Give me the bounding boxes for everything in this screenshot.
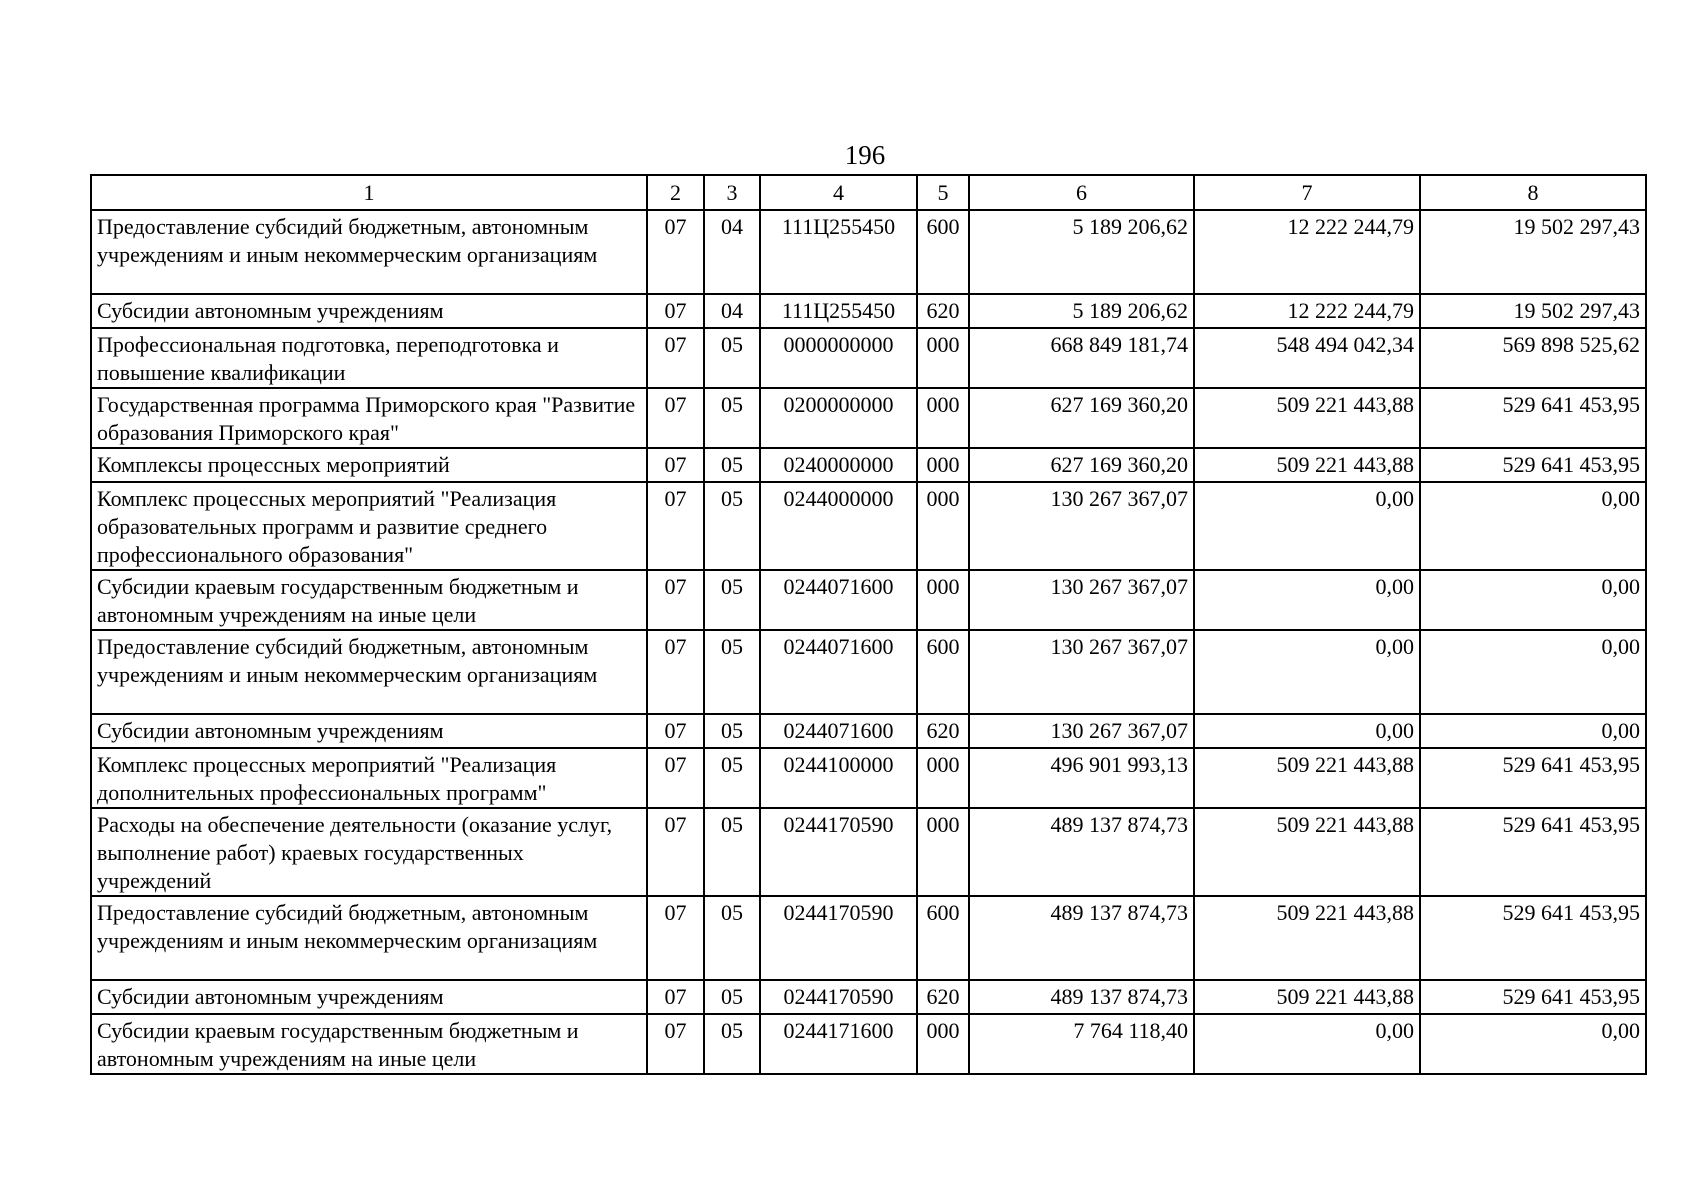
section-code-cell: 07 bbox=[647, 714, 704, 748]
section-code-cell: 07 bbox=[647, 570, 704, 630]
table-row bbox=[91, 482, 1646, 570]
row-name-cell: Предоставление субсидий бюджетным, автономным учреждениям и иным некоммерческим организациям bbox=[91, 630, 647, 714]
row-name-cell: Предоставление субсидий бюджетным, автономным учреждениям и иным некоммерческим организациям bbox=[91, 210, 647, 294]
target-article-cell: 0244071600 bbox=[760, 570, 917, 630]
subsection-code-cell: 05 bbox=[704, 482, 760, 570]
table-row bbox=[91, 388, 1646, 448]
table-row bbox=[91, 448, 1646, 482]
amount-col8-cell: 569 898 525,62 bbox=[1420, 328, 1646, 388]
section-code-cell: 07 bbox=[647, 210, 704, 294]
amount-col7-cell: 0,00 bbox=[1194, 714, 1420, 748]
table-row bbox=[91, 210, 1646, 294]
amount-col8-cell: 529 641 453,95 bbox=[1420, 980, 1646, 1014]
amount-col8-cell: 0,00 bbox=[1420, 630, 1646, 714]
page-number: 196 bbox=[844, 140, 886, 170]
target-article-cell: 0244071600 bbox=[760, 630, 917, 714]
amount-col6-cell: 627 169 360,20 bbox=[969, 448, 1194, 482]
expense-type-cell: 600 bbox=[917, 630, 969, 714]
amount-col8-cell: 529 641 453,95 bbox=[1420, 808, 1646, 896]
amount-col7-cell: 509 221 443,88 bbox=[1194, 448, 1420, 482]
row-name-cell: Субсидии автономным учреждениям bbox=[91, 714, 647, 748]
row-name-cell: Профессиональная подготовка, переподготовка и повышение квалификации bbox=[91, 328, 647, 388]
amount-col6-cell: 5 189 206,62 bbox=[969, 210, 1194, 294]
target-article-cell: 0244000000 bbox=[760, 482, 917, 570]
table-row bbox=[91, 1014, 1646, 1074]
section-code-cell: 07 bbox=[647, 388, 704, 448]
amount-col8-cell: 0,00 bbox=[1420, 570, 1646, 630]
subsection-code-cell: 05 bbox=[704, 896, 760, 980]
row-name-cell: Субсидии краевым государственным бюджетным и автономным учреждениям на иные цели bbox=[91, 570, 647, 630]
section-code-cell: 07 bbox=[647, 294, 704, 328]
subsection-code-cell: 05 bbox=[704, 388, 760, 448]
column-header: 5 bbox=[917, 175, 969, 210]
amount-col6-cell: 130 267 367,07 bbox=[969, 714, 1194, 748]
expense-type-cell: 000 bbox=[917, 388, 969, 448]
section-code-cell: 07 bbox=[647, 896, 704, 980]
amount-col8-cell: 529 641 453,95 bbox=[1420, 896, 1646, 980]
target-article-cell: 0244171600 bbox=[760, 1014, 917, 1074]
expense-type-cell: 000 bbox=[917, 570, 969, 630]
expense-type-cell: 000 bbox=[917, 808, 969, 896]
subsection-code-cell: 05 bbox=[704, 630, 760, 714]
amount-col6-cell: 5 189 206,62 bbox=[969, 294, 1194, 328]
amount-col8-cell: 529 641 453,95 bbox=[1420, 388, 1646, 448]
subsection-code-cell: 05 bbox=[704, 1014, 760, 1074]
amount-col7-cell: 509 221 443,88 bbox=[1194, 748, 1420, 808]
table-row bbox=[91, 808, 1646, 896]
amount-col8-cell: 0,00 bbox=[1420, 714, 1646, 748]
amount-col8-cell: 0,00 bbox=[1420, 482, 1646, 570]
column-header: 7 bbox=[1194, 175, 1420, 210]
amount-col6-cell: 489 137 874,73 bbox=[969, 808, 1194, 896]
row-name-cell: Государственная программа Приморского края "Развитие образования Приморского края" bbox=[91, 388, 647, 448]
amount-col6-cell: 668 849 181,74 bbox=[969, 328, 1194, 388]
amount-col7-cell: 509 221 443,88 bbox=[1194, 388, 1420, 448]
amount-col6-cell: 130 267 367,07 bbox=[969, 570, 1194, 630]
row-name-cell: Субсидии автономным учреждениям bbox=[91, 980, 647, 1014]
subsection-code-cell: 05 bbox=[704, 570, 760, 630]
expense-type-cell: 620 bbox=[917, 294, 969, 328]
expense-type-cell: 000 bbox=[917, 1014, 969, 1074]
table-row bbox=[91, 294, 1646, 328]
target-article-cell: 0200000000 bbox=[760, 388, 917, 448]
section-code-cell: 07 bbox=[647, 980, 704, 1014]
target-article-cell: 111Ц255450 bbox=[760, 210, 917, 294]
table-row bbox=[91, 328, 1646, 388]
table-row bbox=[91, 714, 1646, 748]
amount-col6-cell: 627 169 360,20 bbox=[969, 388, 1194, 448]
row-name-cell: Комплекс процессных мероприятий "Реализация образовательных программ и развитие среднего профессионального образования" bbox=[91, 482, 647, 570]
subsection-code-cell: 05 bbox=[704, 714, 760, 748]
target-article-cell: 0000000000 bbox=[760, 328, 917, 388]
expense-type-cell: 000 bbox=[917, 748, 969, 808]
subsection-code-cell: 05 bbox=[704, 808, 760, 896]
amount-col6-cell: 489 137 874,73 bbox=[969, 896, 1194, 980]
section-code-cell: 07 bbox=[647, 448, 704, 482]
expense-type-cell: 600 bbox=[917, 896, 969, 980]
subsection-code-cell: 04 bbox=[704, 294, 760, 328]
table-row bbox=[91, 570, 1646, 630]
expense-type-cell: 600 bbox=[917, 210, 969, 294]
column-header: 6 bbox=[969, 175, 1194, 210]
column-header: 1 bbox=[91, 175, 647, 210]
section-code-cell: 07 bbox=[647, 630, 704, 714]
column-header: 4 bbox=[760, 175, 917, 210]
amount-col7-cell: 509 221 443,88 bbox=[1194, 808, 1420, 896]
subsection-code-cell: 05 bbox=[704, 980, 760, 1014]
subsection-code-cell: 05 bbox=[704, 448, 760, 482]
row-name-cell: Субсидии автономным учреждениям bbox=[91, 294, 647, 328]
expense-type-cell: 000 bbox=[917, 328, 969, 388]
section-code-cell: 07 bbox=[647, 748, 704, 808]
subsection-code-cell: 05 bbox=[704, 748, 760, 808]
row-name-cell: Комплекс процессных мероприятий "Реализация дополнительных профессиональных программ" bbox=[91, 748, 647, 808]
target-article-cell: 0240000000 bbox=[760, 448, 917, 482]
target-article-cell: 0244170590 bbox=[760, 980, 917, 1014]
amount-col6-cell: 489 137 874,73 bbox=[969, 980, 1194, 1014]
column-header: 8 bbox=[1420, 175, 1646, 210]
target-article-cell: 111Ц255450 bbox=[760, 294, 917, 328]
amount-col7-cell: 509 221 443,88 bbox=[1194, 896, 1420, 980]
amount-col7-cell: 548 494 042,34 bbox=[1194, 328, 1420, 388]
amount-col7-cell: 0,00 bbox=[1194, 570, 1420, 630]
section-code-cell: 07 bbox=[647, 328, 704, 388]
target-article-cell: 0244071600 bbox=[760, 714, 917, 748]
amount-col7-cell: 0,00 bbox=[1194, 1014, 1420, 1074]
subsection-code-cell: 05 bbox=[704, 328, 760, 388]
expense-type-cell: 000 bbox=[917, 482, 969, 570]
amount-col6-cell: 496 901 993,13 bbox=[969, 748, 1194, 808]
section-code-cell: 07 bbox=[647, 482, 704, 570]
table-row bbox=[91, 630, 1646, 714]
row-name-cell: Расходы на обеспечение деятельности (оказание услуг, выполнение работ) краевых государственных учреждений bbox=[91, 808, 647, 896]
amount-col7-cell: 12 222 244,79 bbox=[1194, 294, 1420, 328]
target-article-cell: 0244170590 bbox=[760, 896, 917, 980]
amount-col8-cell: 19 502 297,43 bbox=[1420, 294, 1646, 328]
amount-col6-cell: 7 764 118,40 bbox=[969, 1014, 1194, 1074]
amount-col8-cell: 0,00 bbox=[1420, 1014, 1646, 1074]
row-name-cell: Субсидии краевым государственным бюджетным и автономным учреждениям на иные цели bbox=[91, 1014, 647, 1074]
amount-col8-cell: 529 641 453,95 bbox=[1420, 448, 1646, 482]
target-article-cell: 0244100000 bbox=[760, 748, 917, 808]
table-row bbox=[91, 748, 1646, 808]
expense-type-cell: 000 bbox=[917, 448, 969, 482]
table-row bbox=[91, 980, 1646, 1014]
amount-col7-cell: 509 221 443,88 bbox=[1194, 980, 1420, 1014]
header-row bbox=[91, 175, 1646, 210]
amount-col6-cell: 130 267 367,07 bbox=[969, 482, 1194, 570]
row-name-cell: Комплексы процессных мероприятий bbox=[91, 448, 647, 482]
row-name-cell: Предоставление субсидий бюджетным, автономным учреждениям и иным некоммерческим организациям bbox=[91, 896, 647, 980]
budget-table bbox=[90, 174, 1647, 1075]
amount-col7-cell: 12 222 244,79 bbox=[1194, 210, 1420, 294]
column-header: 2 bbox=[647, 175, 704, 210]
table-row bbox=[91, 896, 1646, 980]
section-code-cell: 07 bbox=[647, 1014, 704, 1074]
column-header: 3 bbox=[704, 175, 760, 210]
expense-type-cell: 620 bbox=[917, 980, 969, 1014]
amount-col6-cell: 130 267 367,07 bbox=[969, 630, 1194, 714]
amount-col7-cell: 0,00 bbox=[1194, 482, 1420, 570]
amount-col8-cell: 529 641 453,95 bbox=[1420, 748, 1646, 808]
section-code-cell: 07 bbox=[647, 808, 704, 896]
target-article-cell: 0244170590 bbox=[760, 808, 917, 896]
subsection-code-cell: 04 bbox=[704, 210, 760, 294]
expense-type-cell: 620 bbox=[917, 714, 969, 748]
amount-col7-cell: 0,00 bbox=[1194, 630, 1420, 714]
amount-col8-cell: 19 502 297,43 bbox=[1420, 210, 1646, 294]
